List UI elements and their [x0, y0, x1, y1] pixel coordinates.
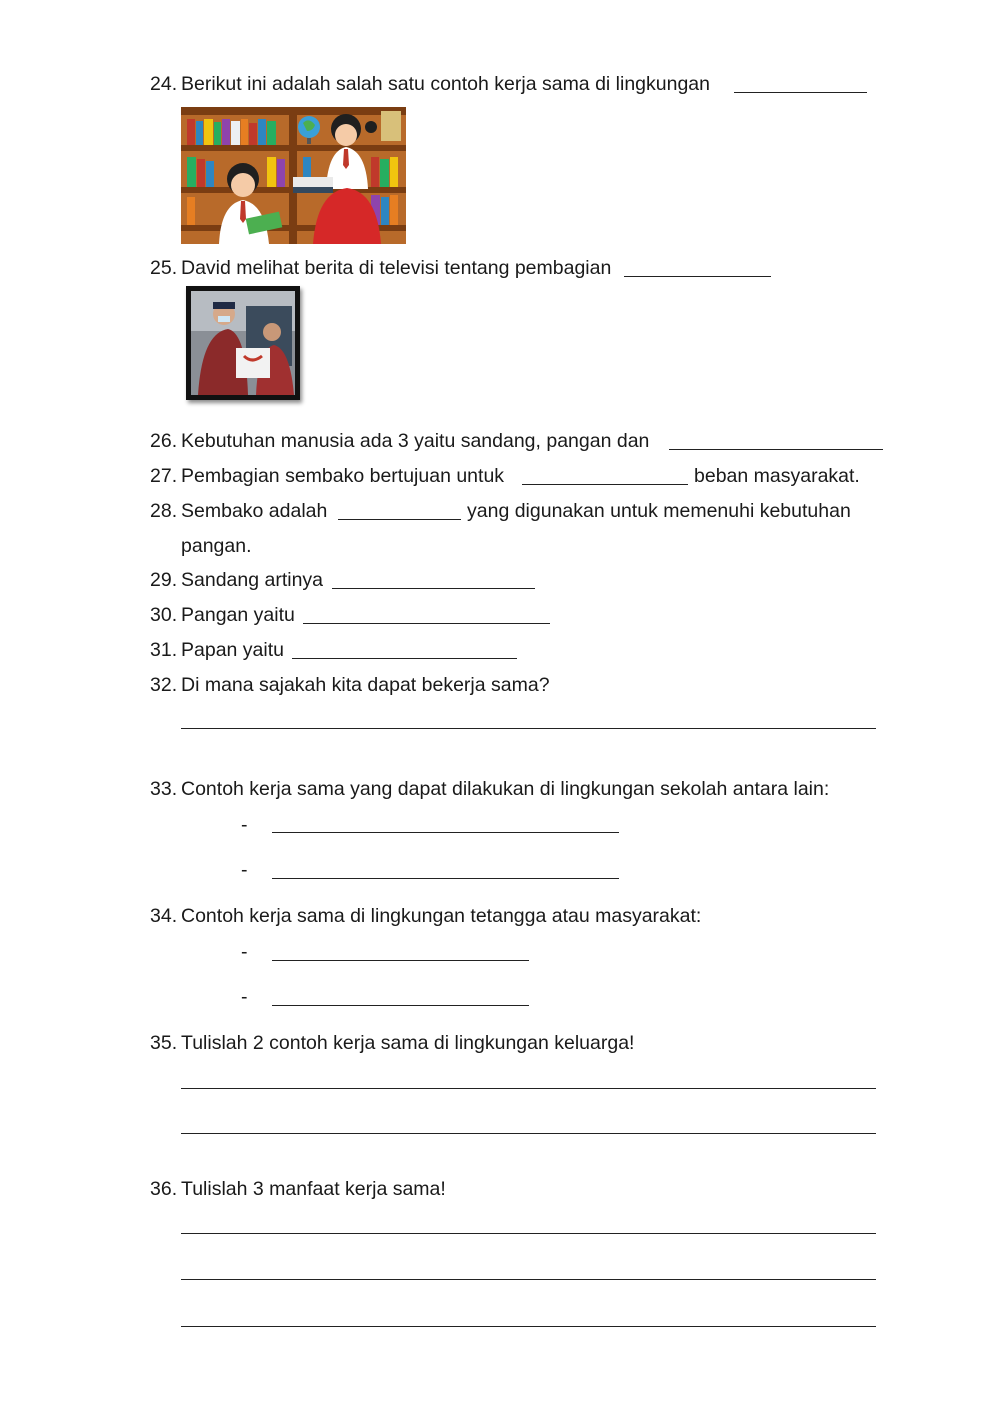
answer-line[interactable]	[272, 960, 529, 961]
question-text: Di mana sajakah kita dapat bekerja sama?	[181, 674, 550, 696]
question-text: Pembagian sembako bertujuan untuk	[181, 465, 505, 487]
answer-blank[interactable]	[332, 588, 535, 589]
question-number: 35.	[150, 1032, 178, 1054]
question-number: 26.	[150, 430, 178, 452]
answer-blank[interactable]	[734, 92, 867, 93]
answer-line[interactable]	[181, 1233, 876, 1234]
question-text-after: beban masyarakat.	[694, 465, 860, 487]
question-text: Sandang artinya	[181, 569, 324, 591]
question-number: 34.	[150, 905, 178, 927]
answer-blank[interactable]	[303, 623, 550, 624]
question-text: Contoh kerja sama yang dapat dilakukan di lingkungan sekolah antara lain:	[181, 778, 830, 800]
answer-line[interactable]	[272, 1005, 529, 1006]
bullet-dash: -	[241, 859, 248, 881]
question-text: Contoh kerja sama di lingkungan tetangga atau masyarakat:	[181, 905, 702, 927]
question-text: Berikut ini adalah salah satu contoh kerja sama di lingkungan	[181, 73, 710, 95]
library-illustration	[181, 107, 406, 244]
question-number: 28.	[150, 500, 178, 522]
answer-line[interactable]	[272, 832, 619, 833]
question-text-after: yang digunakan untuk memenuhi kebutuhan	[467, 500, 851, 522]
question-text: David melihat berita di televisi tentang pembagian	[181, 257, 612, 279]
answer-blank[interactable]	[669, 449, 883, 450]
question-text-continued: pangan.	[181, 535, 252, 557]
question-text: Tulislah 3 manfaat kerja sama!	[181, 1178, 446, 1200]
question-number: 29.	[150, 569, 178, 591]
answer-line[interactable]	[181, 728, 876, 729]
question-number: 24.	[150, 73, 178, 95]
food-aid-photo	[186, 286, 300, 400]
answer-line[interactable]	[181, 1088, 876, 1089]
question-number: 27.	[150, 465, 178, 487]
question-number: 25.	[150, 257, 178, 279]
question-number: 30.	[150, 604, 178, 626]
question-text: Papan yaitu	[181, 639, 284, 661]
question-number: 36.	[150, 1178, 178, 1200]
bullet-dash: -	[241, 814, 248, 836]
answer-line[interactable]	[181, 1326, 876, 1327]
question-number: 31.	[150, 639, 178, 661]
answer-line[interactable]	[272, 878, 619, 879]
question-text: Tulislah 2 contoh kerja sama di lingkungan keluarga!	[181, 1032, 635, 1054]
question-text: Pangan yaitu	[181, 604, 295, 626]
answer-blank[interactable]	[292, 658, 517, 659]
answer-line[interactable]	[181, 1279, 876, 1280]
question-number: 33.	[150, 778, 178, 800]
question-text: Sembako adalah	[181, 500, 328, 522]
bullet-dash: -	[241, 941, 248, 963]
question-number: 32.	[150, 674, 178, 696]
answer-blank[interactable]	[338, 519, 461, 520]
bullet-dash: -	[241, 986, 248, 1008]
question-text: Kebutuhan manusia ada 3 yaitu sandang, pangan dan	[181, 430, 650, 452]
answer-blank[interactable]	[624, 276, 771, 277]
answer-blank[interactable]	[522, 484, 688, 485]
answer-line[interactable]	[181, 1133, 876, 1134]
